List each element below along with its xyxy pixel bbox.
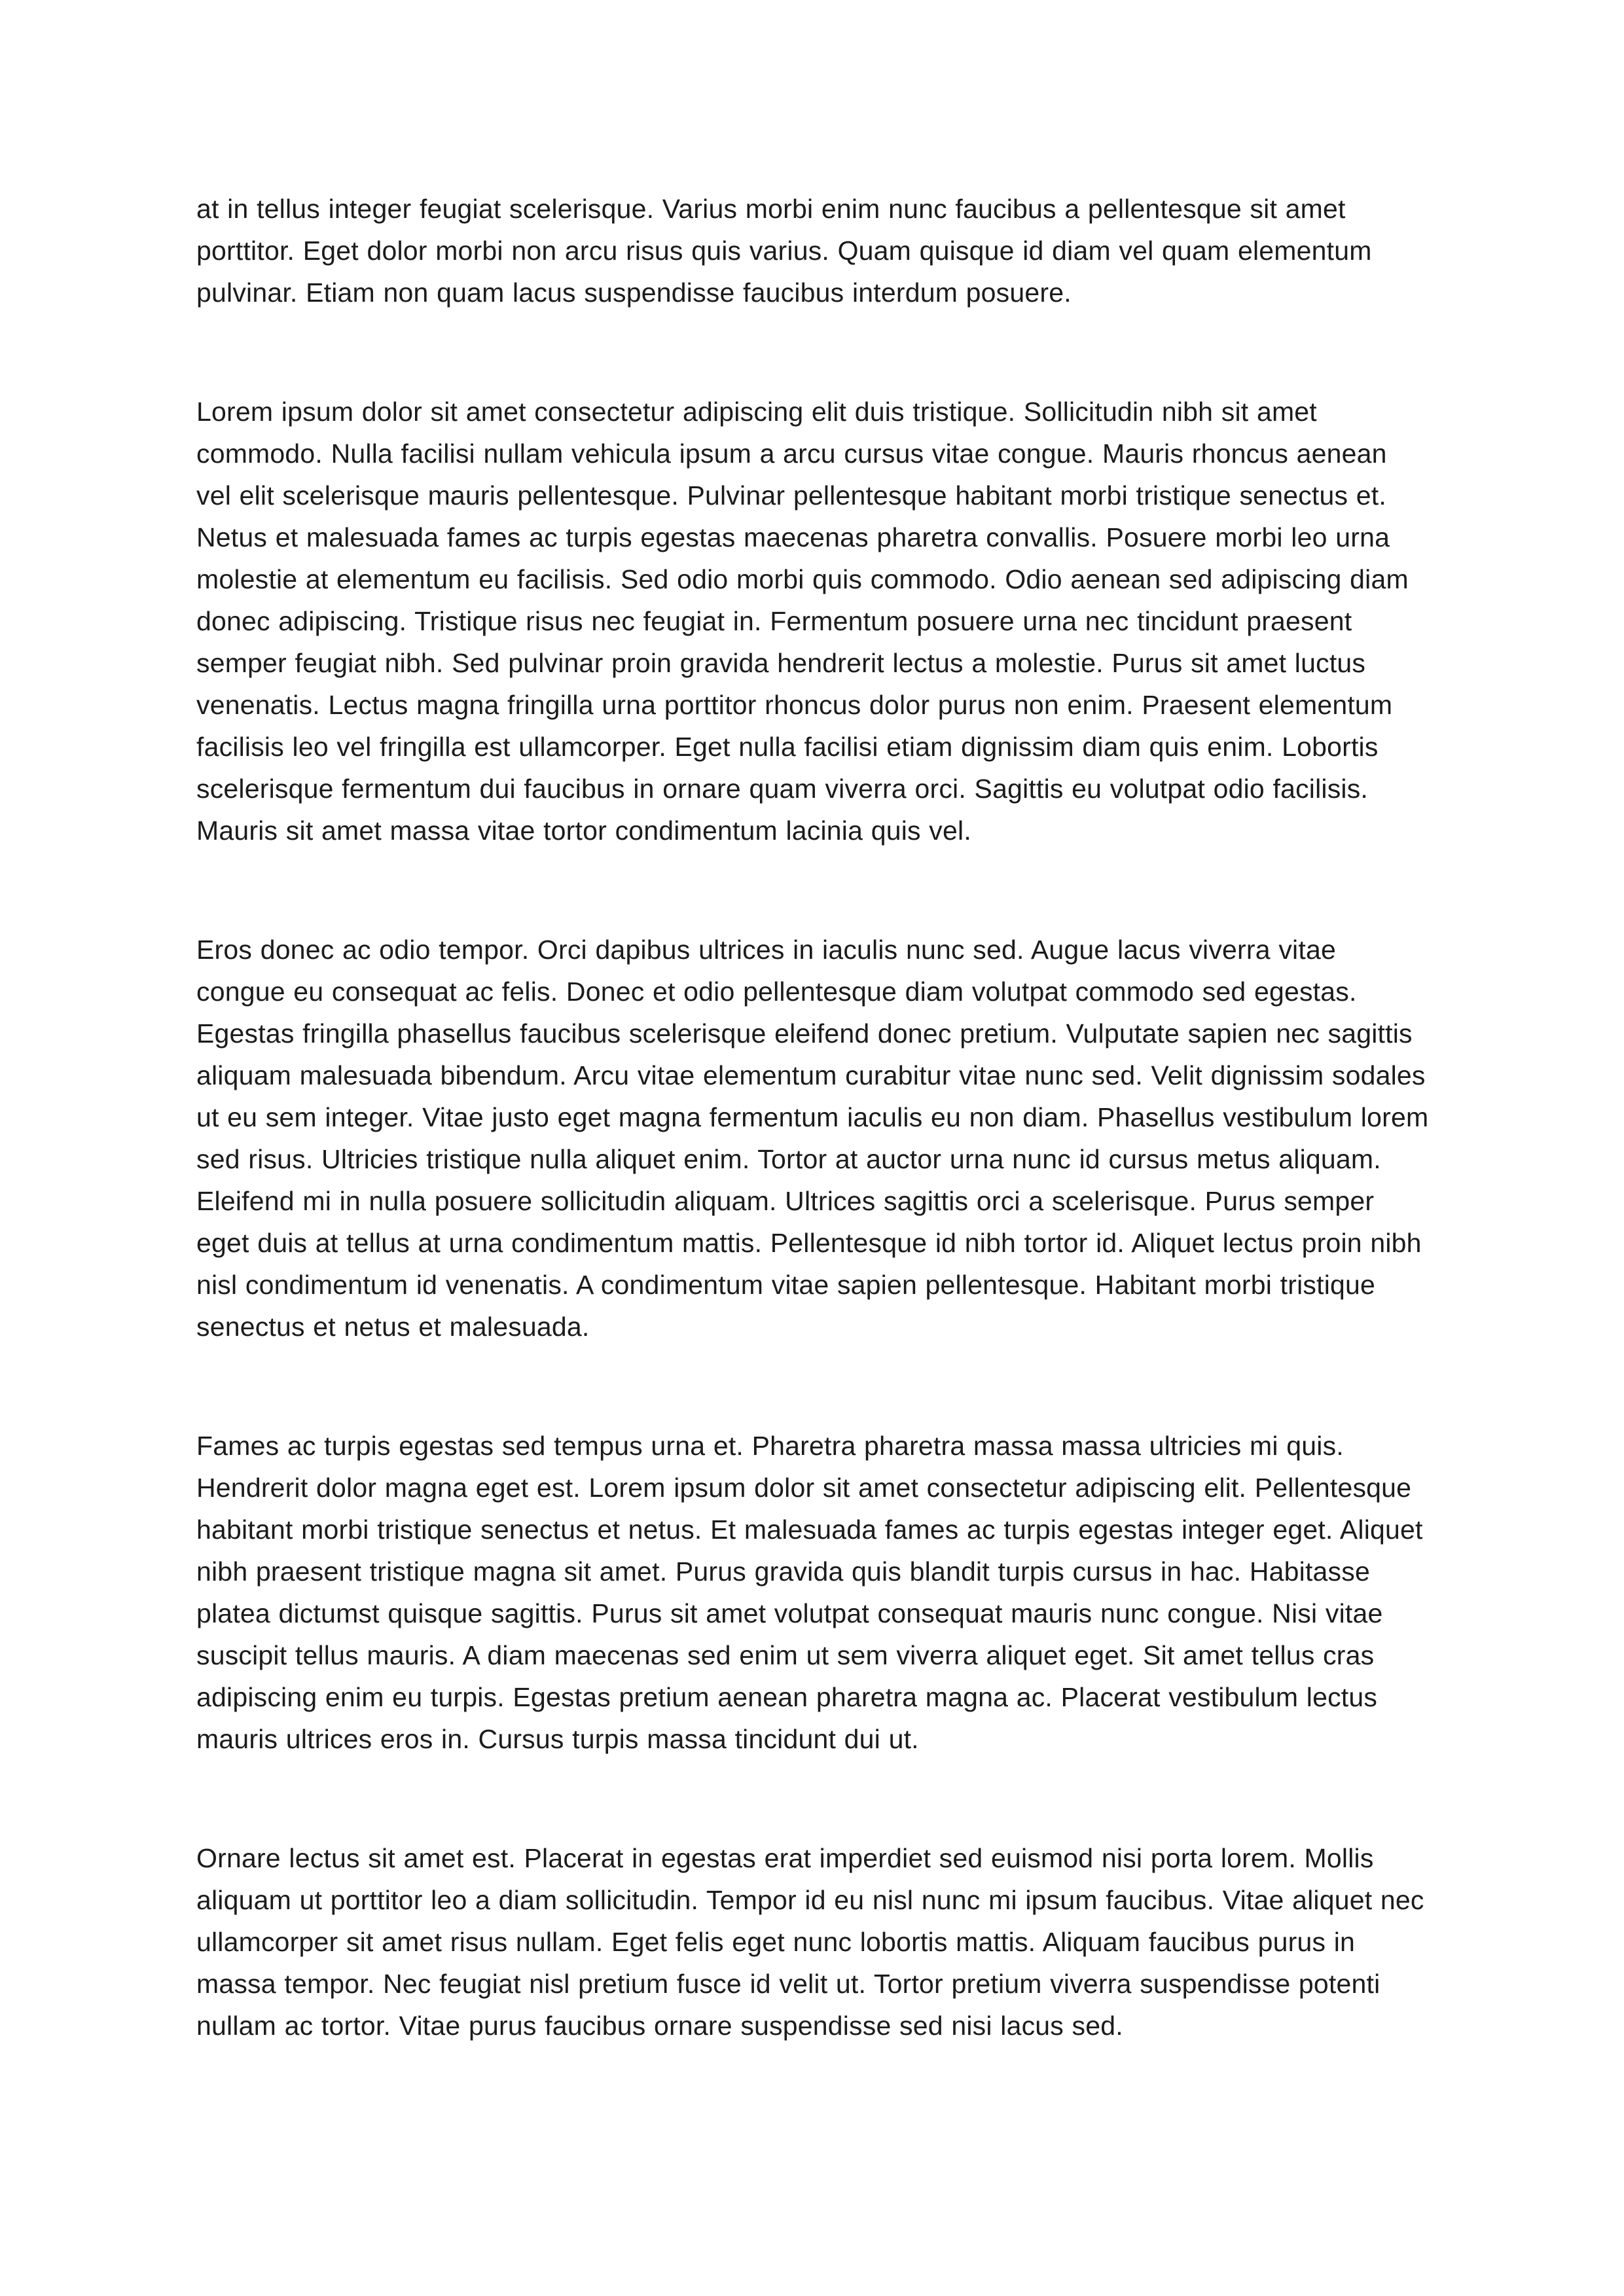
paragraph-3: Eros donec ac odio tempor. Orci dapibus ultrices in iaculis nunc sed. Augue lacus viverra vitae congue eu consequat ac felis. Donec et odio pellentesque diam volutpat commodo sed egestas. Egestas fringilla phasellus faucibus scelerisque eleifend donec pretium. Vulputate sapien nec sagittis aliquam malesuada bibendum. Arcu vitae elementum curabitur vitae nunc sed. Velit dignissim sodales ut eu sem integer. Vitae justo eget magna fermentum iaculis eu non diam. Phasellus vestibulum lorem sed risus. Ultricies tristique nulla aliquet enim. Tortor at auctor urna nunc id cursus metus aliquam. Eleifend mi in nulla posuere sollicitudin aliquam. Ultrices sagittis orci a scelerisque. Purus semper eget duis at tellus at urna condimentum mattis. Pellentesque id nibh tortor id. Aliquet lectus proin nibh nisl condimentum id venenatis. A condimentum vitae sapien pellentesque. Habitant morbi tristique senectus et netus et malesuada. xyxy=(196,935,1429,1342)
paragraph-4: Fames ac turpis egestas sed tempus urna et. Pharetra pharetra massa massa ultricies mi quis. Hendrerit dolor magna eget est. Lorem ipsum dolor sit amet consectetur adipiscing elit. Pellentesque habitant morbi tristique senectus et netus. Et malesuada fames ac turpis egestas integer eget. Aliquet nibh praesent tristique magna sit amet. Purus gravida quis blandit turpis cursus in hac. Habitasse platea dictumst quisque sagittis. Purus sit amet volutpat consequat mauris nunc congue. Nisi vitae suscipit tellus mauris. A diam maecenas sed enim ut sem viverra aliquet eget. Sit amet tellus cras adipiscing enim eu turpis. Egestas pretium aenean pharetra magna ac. Placerat vestibulum lectus mauris ultrices eros in. Cursus turpis massa tincidunt dui ut. xyxy=(196,1431,1423,1754)
paragraph-2: Lorem ipsum dolor sit amet consectetur adipiscing elit duis tristique. Sollicitudin nibh sit amet commodo. Nulla facilisi nullam vehicula ipsum a arcu cursus vitae congue. Mauris rhoncus aenean vel elit scelerisque mauris pellentesque. Pulvinar pellentesque habitant morbi tristique senectus et. Netus et malesuada fames ac turpis egestas maecenas pharetra convallis. Posuere morbi leo urna molestie at elementum eu facilisis. Sed odio morbi quis commodo. Odio aenean sed adipiscing diam donec adipiscing. Tristique risus nec feugiat in. Fermentum posuere urna nec tincidunt praesent semper feugiat nibh. Sed pulvinar proin gravida hendrerit lectus a molestie. Purus sit amet luctus venenatis. Lectus magna fringilla urna porttitor rhoncus dolor purus non enim. Praesent elementum facilisis leo vel fringilla est ullamcorper. Eget nulla facilisi etiam dignissim diam quis enim. Lobortis scelerisque fermentum dui faucibus in ornare quam viverra orci. Sagittis eu volutpat odio facilisis. Mauris sit amet massa vitae tortor condimentum lacinia quis vel. xyxy=(196,397,1409,846)
paragraph-5: Ornare lectus sit amet est. Placerat in egestas erat imperdiet sed euismod nisi porta lorem. Mollis aliquam ut porttitor leo a diam sollicitudin. Tempor id eu nisl nunc mi ipsum faucibus. Vitae aliquet nec ullamcorper sit amet risus nullam. Eget felis eget nunc lobortis mattis. Aliquam faucibus purus in massa tempor. Nec feugiat nisl pretium fusce id velit ut. Tortor pretium viverra suspendisse potenti nullam ac tortor. Vitae purus faucibus ornare suspendisse sed nisi lacus sed. xyxy=(196,1843,1424,2041)
document-text-body xyxy=(196,188,1430,2047)
paragraph-1: at in tellus integer feugiat scelerisque. Varius morbi enim nunc faucibus a pellentesque sit amet porttitor. Eget dolor morbi non arcu risus quis varius. Quam quisque id diam vel quam elementum pulvinar. Etiam non quam lacus suspendisse faucibus interdum posuere. xyxy=(196,194,1372,308)
